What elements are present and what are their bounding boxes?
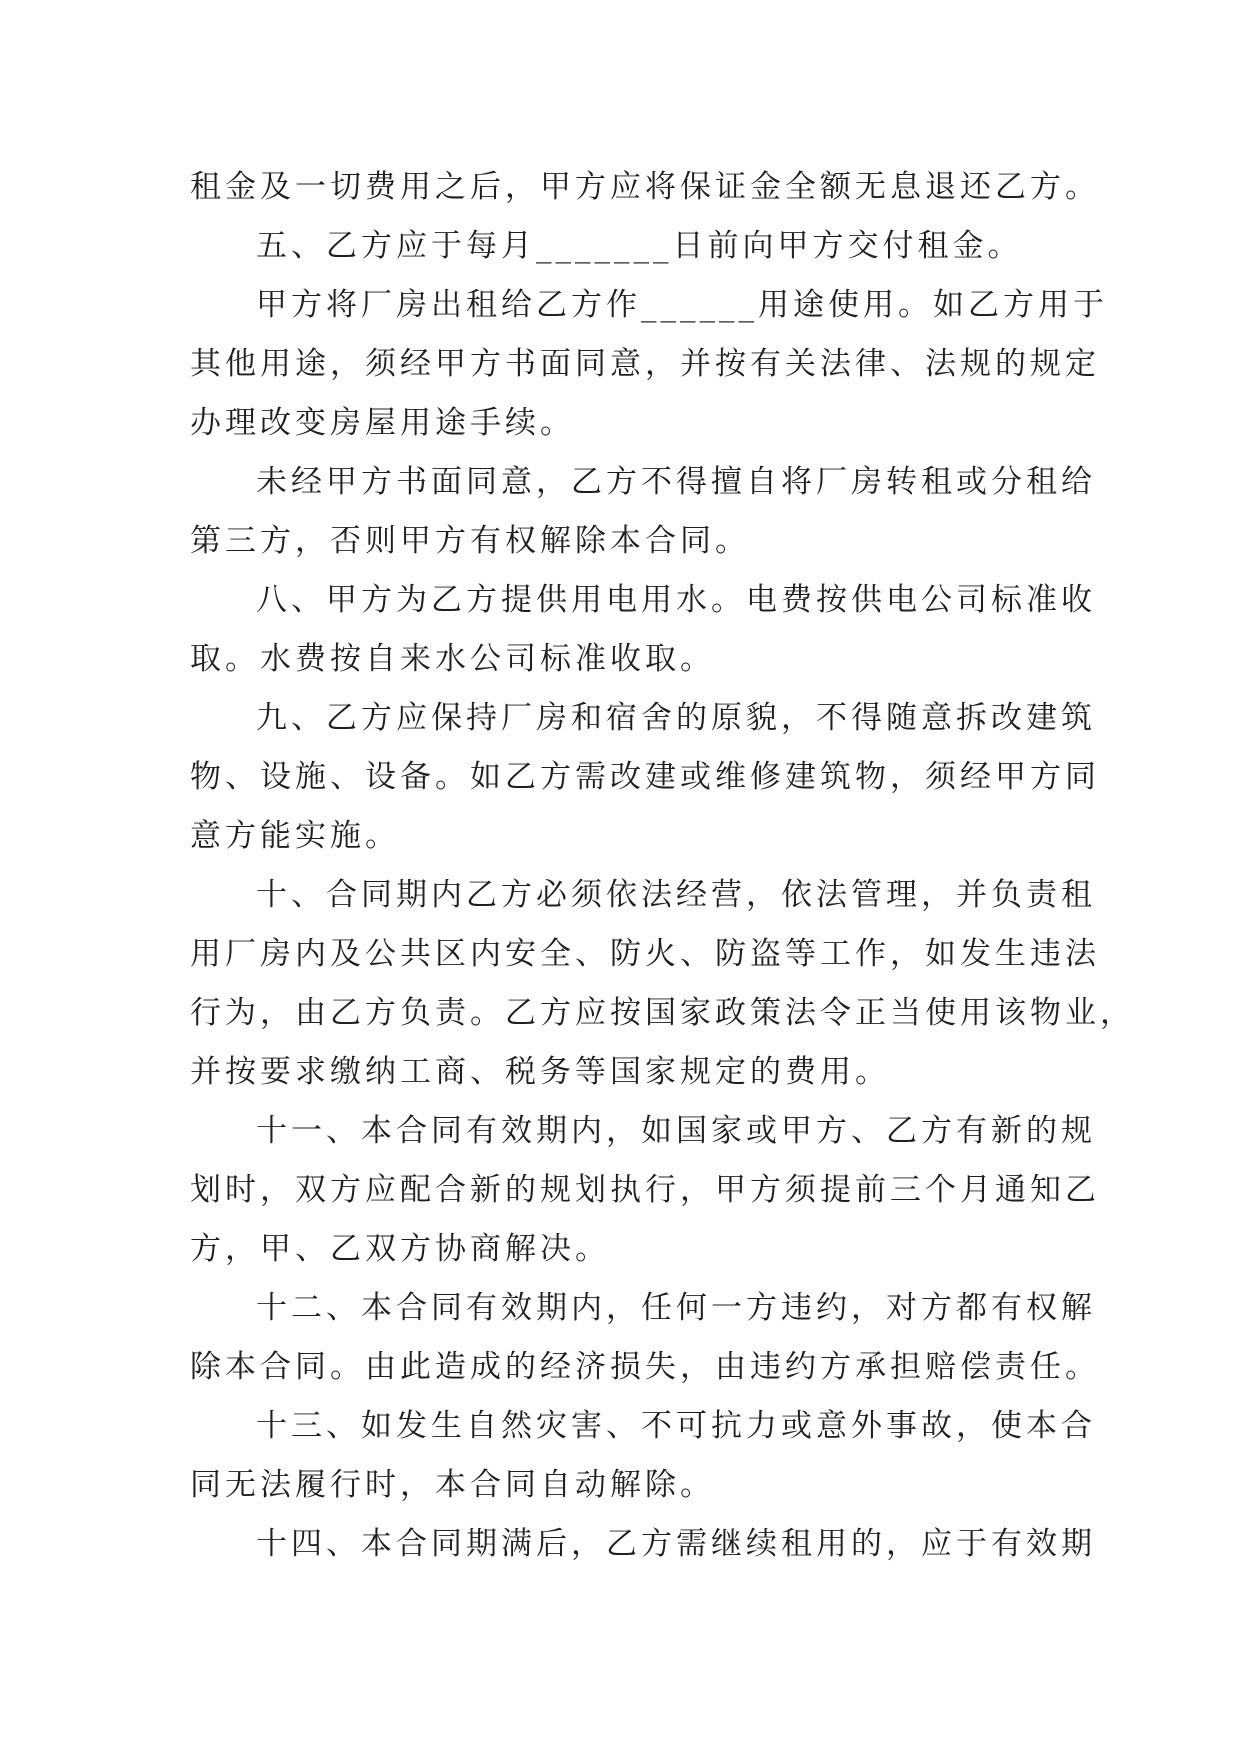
text-line: 甲方将厂房出租给乙方作______用途使用。如乙方用于: [256, 287, 1108, 323]
text-line: 同无法履行时，本合同自动解除。: [190, 1467, 715, 1503]
text-line: 方，甲、乙双方协商解决。: [190, 1231, 610, 1267]
text-line: 办理改变房屋用途手续。: [190, 405, 575, 441]
text-line: 取。水费按自来水公司标准收取。: [190, 641, 715, 677]
text-line: 其他用途，须经甲方书面同意，并按有关法律、法规的规定: [190, 346, 1100, 382]
text-line: 行为，由乙方负责。乙方应按国家政策法令正当使用该物业，: [190, 995, 1135, 1031]
text-line: 并按要求缴纳工商、税务等国家规定的费用。: [190, 1054, 890, 1090]
text-line: 十、合同期内乙方必须依法经营，依法管理，并负责租: [256, 877, 1096, 913]
text-line: 八、甲方为乙方提供用电用水。电费按供电公司标准收: [256, 582, 1096, 618]
text-line: 物、设施、设备。如乙方需改建或维修建筑物，须经甲方同: [190, 759, 1100, 795]
text-line: 第三方，否则甲方有权解除本合同。: [190, 523, 750, 559]
contract-text-body: [190, 158, 1135, 1574]
text-line: 九、乙方应保持厂房和宿舍的原貌，不得随意拆改建筑: [256, 700, 1096, 736]
text-line: 除本合同。由此造成的经济损失，由违约方承担赔偿责任。: [190, 1349, 1100, 1385]
text-line: 十二、本合同有效期内，任何一方违约，对方都有权解: [256, 1290, 1096, 1326]
text-line: 十四、本合同期满后，乙方需继续租用的，应于有效期: [256, 1526, 1096, 1562]
text-line: 十一、本合同有效期内，如国家或甲方、乙方有新的规: [256, 1113, 1096, 1149]
text-line: 租金及一切费用之后，甲方应将保证金全额无息退还乙方。: [190, 169, 1100, 205]
text-line: 划时，双方应配合新的规划执行，甲方须提前三个月通知乙: [190, 1172, 1100, 1208]
text-line: 未经甲方书面同意，乙方不得擅自将厂房转租或分租给: [256, 464, 1096, 500]
text-line: 意方能实施。: [190, 818, 400, 854]
text-line: 用厂房内及公共区内安全、防火、防盗等工作，如发生违法: [190, 936, 1100, 972]
text-line: 五、乙方应于每月_______日前向甲方交付租金。: [256, 228, 1023, 264]
text-line: 十三、如发生自然灾害、不可抗力或意外事故，使本合: [256, 1408, 1096, 1444]
